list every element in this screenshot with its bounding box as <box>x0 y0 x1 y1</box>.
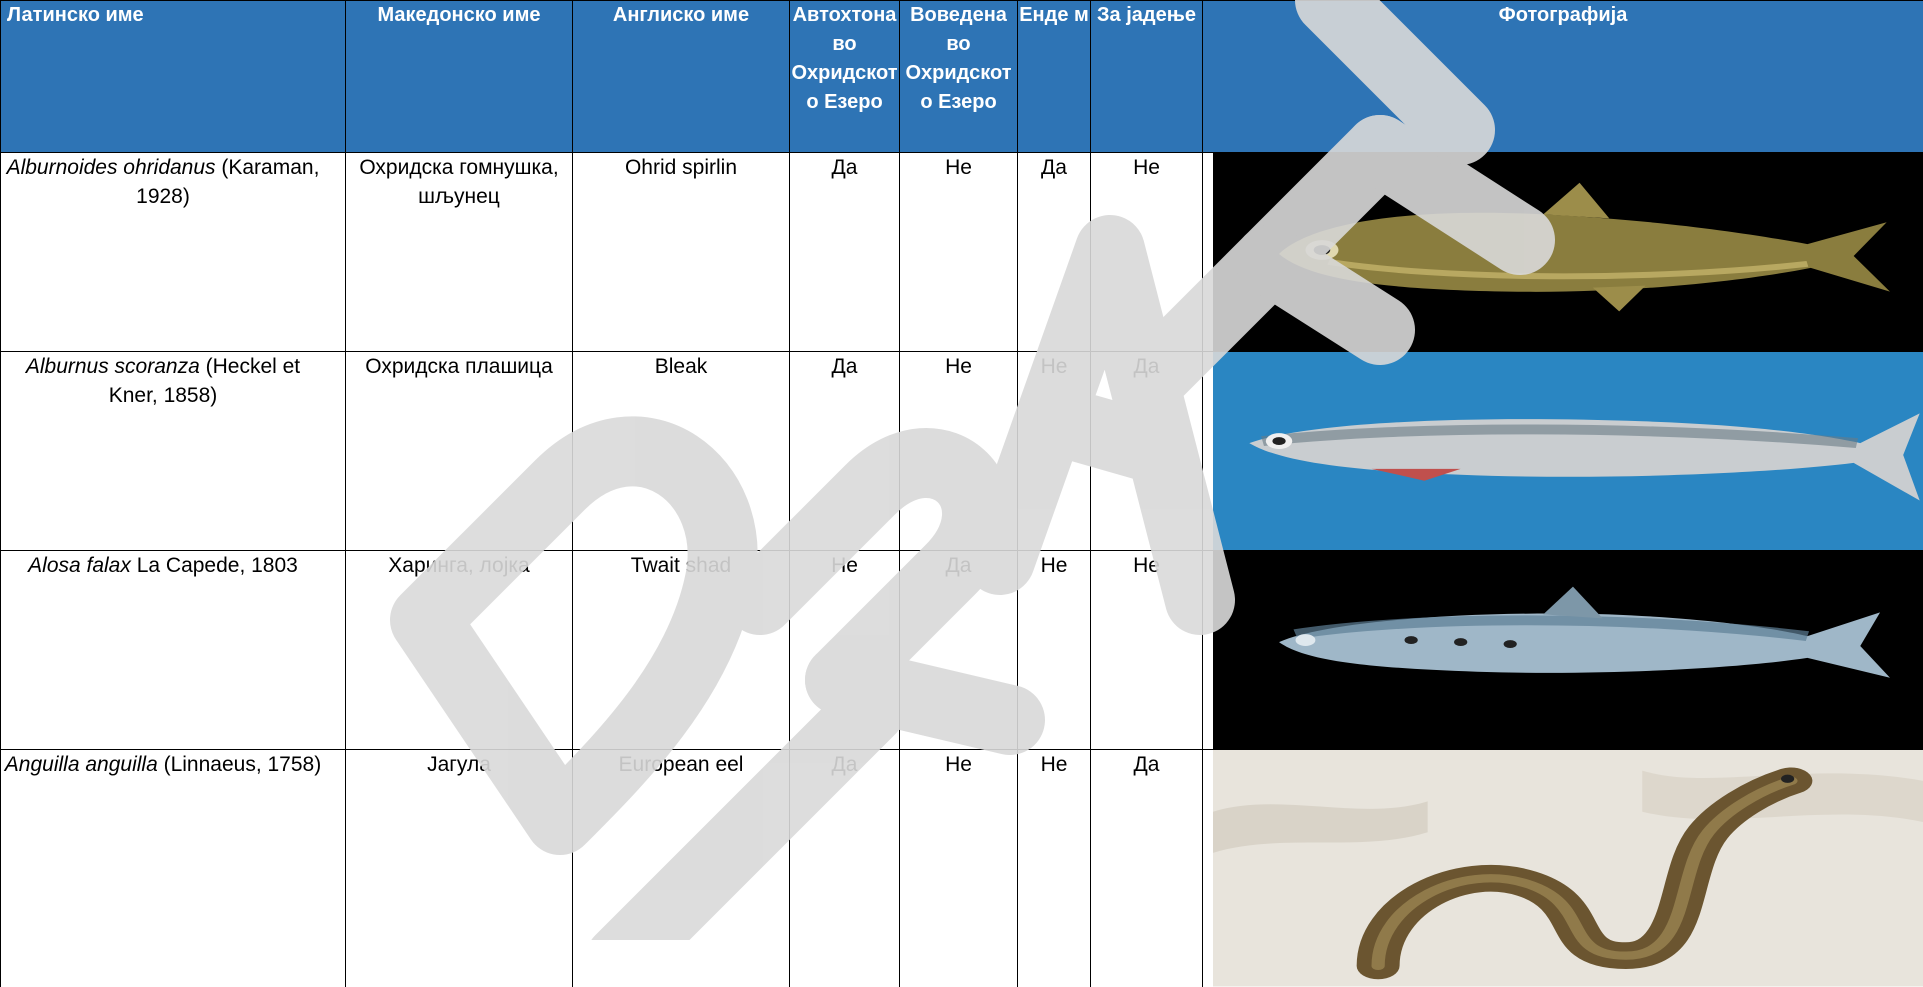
latin-name-author: (Linnaeus, 1758) <box>158 753 321 776</box>
native-cell: Да <box>790 153 900 352</box>
eel-photo <box>1213 750 1923 987</box>
edible-cell: Да <box>1091 352 1203 551</box>
edible-cell: Не <box>1091 551 1203 750</box>
header-introduced: Воведена во Охридскот о Езеро <box>900 1 1018 153</box>
latin-name-author: (Karaman, 1928) <box>136 156 319 208</box>
native-cell: Да <box>790 352 900 551</box>
macedonian-name-cell: Охридска плашица <box>346 352 573 551</box>
header-photo: Фотографија <box>1203 1 1923 153</box>
header-latin-name: Латинско име <box>1 1 346 153</box>
photo-cell <box>1203 750 1923 987</box>
endemic-cell: Не <box>1018 750 1091 987</box>
english-name-cell: Twait shad <box>573 551 790 750</box>
native-cell: Да <box>790 750 900 987</box>
table-header-row <box>1 1 1923 153</box>
english-name-cell: Bleak <box>573 352 790 551</box>
spirlin-fish-photo <box>1213 153 1923 351</box>
latin-name-italic: Anguilla anguilla <box>5 753 158 776</box>
english-name-cell: European eel <box>573 750 790 987</box>
english-name-cell: Ohrid spirlin <box>573 153 790 352</box>
table-row <box>1 750 1923 987</box>
latin-name-author: (Heckel et Kner, 1858) <box>109 355 300 407</box>
bleak-fish-photo <box>1213 352 1923 550</box>
photo-cell <box>1203 352 1923 551</box>
table-row <box>1 352 1923 551</box>
header-endemic: Енде м <box>1018 1 1091 153</box>
native-cell: Не <box>790 551 900 750</box>
macedonian-name-cell: Јагула <box>346 750 573 987</box>
edible-cell: Не <box>1091 153 1203 352</box>
endemic-cell: Не <box>1018 551 1091 750</box>
macedonian-name-cell: Охридска гомнушка, шљунец <box>346 153 573 352</box>
latin-name-cell <box>1 750 346 987</box>
latin-name-italic: Alburnus scoranza <box>26 355 200 378</box>
latin-name-italic: Alburnoides ohridanus <box>7 156 216 179</box>
introduced-cell: Да <box>900 551 1018 750</box>
header-macedonian-name: Македонско име <box>346 1 573 153</box>
photo-cell <box>1203 153 1923 352</box>
photo-cell <box>1203 551 1923 750</box>
header-native: Автохтона во Охридскот о Езеро <box>790 1 900 153</box>
latin-name-author: La Capede, 1803 <box>131 554 298 577</box>
introduced-cell: Не <box>900 352 1018 551</box>
shad-fish-photo <box>1213 551 1923 749</box>
table-row <box>1 551 1923 750</box>
latin-name-italic: Alosa falax <box>28 554 131 577</box>
latin-name-cell <box>1 352 346 551</box>
edible-cell: Да <box>1091 750 1203 987</box>
latin-name-cell <box>1 551 346 750</box>
header-english-name: Англиско име <box>573 1 790 153</box>
header-edible: За јадење <box>1091 1 1203 153</box>
introduced-cell: Не <box>900 153 1018 352</box>
macedonian-name-cell: Харинга, лојка <box>346 551 573 750</box>
endemic-cell: Да <box>1018 153 1091 352</box>
latin-name-cell <box>1 153 346 352</box>
endemic-cell: Не <box>1018 352 1091 551</box>
introduced-cell: Не <box>900 750 1018 987</box>
table-row <box>1 153 1923 352</box>
